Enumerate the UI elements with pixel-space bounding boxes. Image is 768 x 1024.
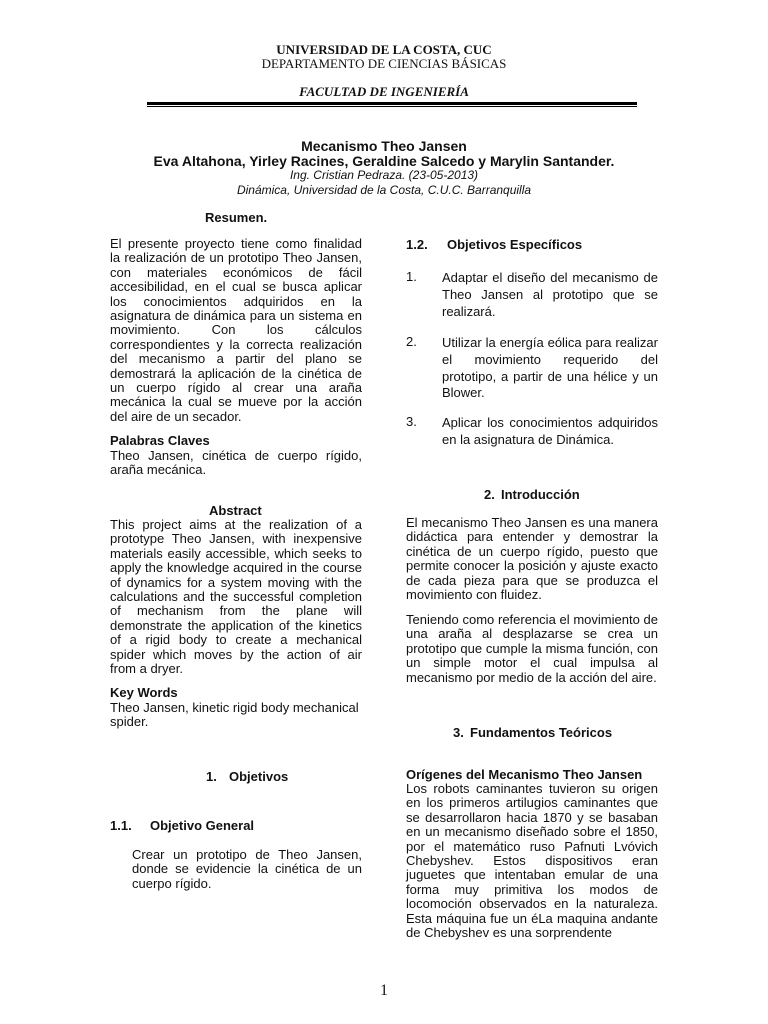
list-item — [406, 335, 658, 405]
palabras-claves-body: Theo Jansen, cinética de cuerpo rígido, araña mecánica. — [110, 448, 362, 478]
paper-affiliation: Dinámica, Universidad de la Costa, C.U.C. Barranquilla — [236, 183, 532, 197]
faculty-name: FACULTAD DE INGENIERÍA — [299, 84, 469, 99]
abstract-body: This project aims at the realization of a prototype Theo Jansen, with inexpensive materials easily accessible, which seeks to apply the knowledge acquired in the course of dynamics for a system moving with the calculations and the successful completion of mechanism from the plane will demonstrate the application of the kinetics of a rigid body to create a mechanical spider which moves by the action of air from a dryer. — [110, 517, 362, 677]
paper-instructor: Ing. Cristian Pedraza. (23-05-2013) — [289, 168, 479, 182]
introduccion-paragraph-2: Teniendo como referencia el movimiento de una araña al desplazarse se crea un prototipo que cumple la misma función, con un simple motor el cual impulsa al mecanismo por medio de la acción del aire. — [406, 612, 658, 685]
section-introduccion-number: 2. — [484, 487, 495, 502]
list-item — [406, 415, 658, 451]
section-fundamentos-number: 3. — [453, 725, 464, 740]
section-introduccion-heading: Introducción — [501, 487, 580, 502]
section-fundamentos-heading: Fundamentos Teóricos — [470, 725, 613, 740]
list-item-number: 2. — [406, 334, 417, 349]
header-rule-thin — [147, 106, 637, 107]
abstract-heading: Abstract — [209, 503, 262, 518]
list-item-number: 1. — [406, 269, 417, 284]
department-name: DEPARTAMENTO DE CIENCIAS BÁSICAS — [261, 56, 507, 71]
objetivos-especificos-number: 1.2. — [406, 237, 428, 252]
list-item-text: Adaptar el diseño del mecanismo de Theo Jansen al prototipo que se realizará. — [442, 270, 658, 319]
resumen-body: El presente proyecto tiene como finalidad la realización de un prototipo Theo Jansen, con materiales económicos de fácil accesibilidad, en el cual se busca aplicar los conocimientos adquiridos en la asignatura de dinámica para un sistema en movimiento. Con los cálculos correspondientes y la correcta realización del mecanismo a partir del plano se demostrará la aplicación de la cinética de un cuerpo rígido al crear una araña mecánica la cual se mueve por la acción del aire de un secador. — [110, 236, 362, 424]
page-number: 1 — [380, 982, 388, 999]
introduccion-paragraph-1: El mecanismo Theo Jansen es una manera didáctica para entender y demostrar la cinética de un cuerpo rígido, puesto que permite conocer la posición y ajuste exacto de cada pieza para que se produzca el movimiento con fluidez. — [406, 515, 658, 603]
key-words-heading: Key Words — [110, 685, 178, 700]
university-name: UNIVERSIDAD DE LA COSTA, CUC — [276, 42, 492, 57]
section-objetivos-heading: Objetivos — [229, 769, 289, 784]
key-words-body: Theo Jansen, kinetic rigid body mechanical spider. — [110, 700, 359, 730]
resumen-heading: Resumen. — [205, 210, 268, 225]
paper-title: Mecanismo Theo Jansen — [301, 138, 467, 154]
list-item-text: Utilizar la energía eólica para realizar el movimiento requerido del prototipo, a partir de una hélice y un Blower. — [442, 335, 658, 401]
palabras-claves-heading: Palabras Claves — [110, 433, 210, 448]
section-objetivos-number: 1. — [206, 769, 217, 784]
objetivo-general-number: 1.1. — [110, 818, 132, 833]
objetivo-general-body: Crear un prototipo de Theo Jansen, donde se evidencie la cinética de un cuerpo rígido. — [132, 847, 362, 891]
list-item-text: Aplicar los conocimientos adquiridos en la asignatura de Dinámica. — [442, 415, 658, 447]
origenes-heading: Orígenes del Mecanismo Theo Jansen — [406, 767, 643, 782]
list-item — [406, 270, 658, 326]
list-item-number: 3. — [406, 414, 417, 429]
objetivos-especificos-heading: Objetivos Específicos — [447, 237, 583, 252]
header-rule-thick — [147, 102, 637, 105]
origenes-body: Los robots caminantes tuvieron su origen en los primeros artilugios caminantes que se desarrollaron hacia 1870 y se basaban en un mecanismo diseñado sobre el 1850, por el matemático ruso Pafnuti Lvóvich Chebyshev. Estos dispositivos eran juguetes que intentaban emular de una forma muy primitiva los modos de locomoción observados en la naturaleza. Esta máquina fue un éLa maquina andante de Chebyshev es una sorprendente — [406, 781, 658, 941]
objetivo-general-heading: Objetivo General — [150, 818, 255, 833]
paper-authors: Eva Altahona, Yirley Racines, Geraldine Salcedo y Marylin Santander. — [153, 153, 615, 169]
